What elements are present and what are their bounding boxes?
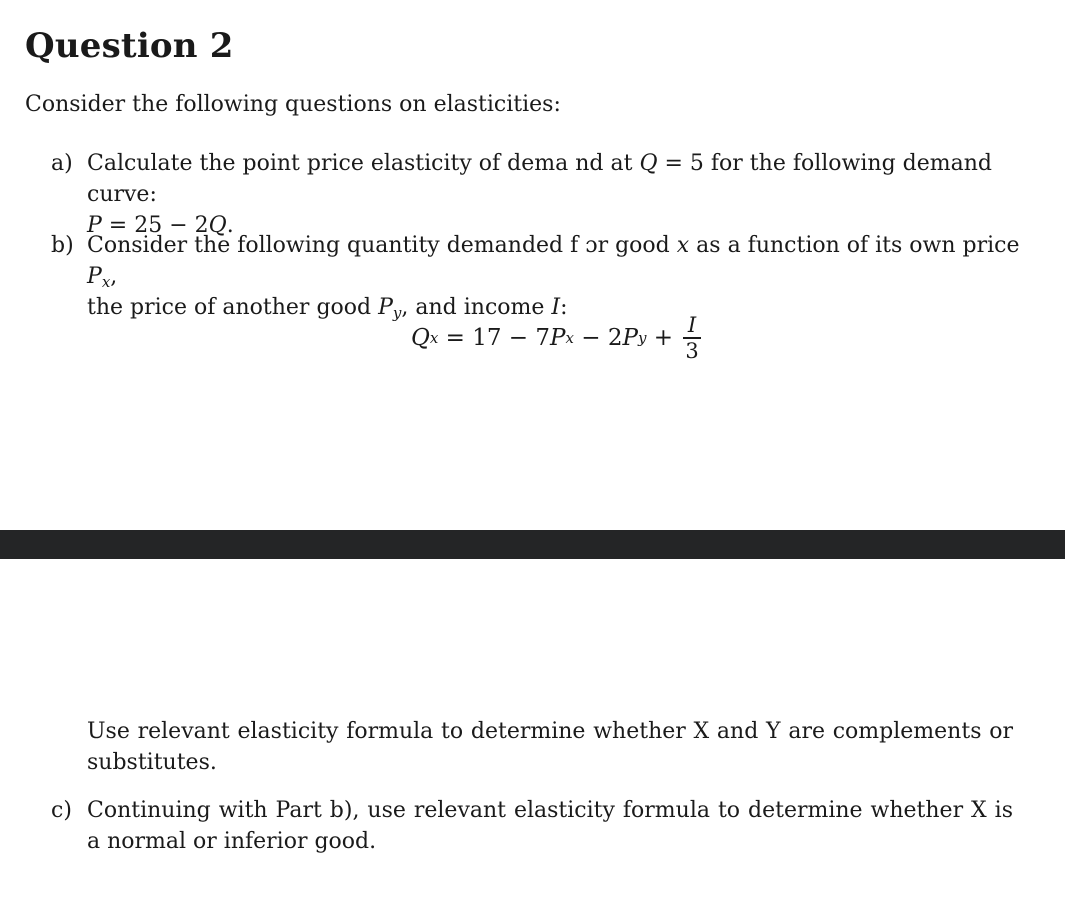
part-a-text: Calculate the point price elasticity of dema nd at Q = 5 for the following demand curve: P = 25 − 2Q. (87, 151, 992, 238)
part-b-text: Consider the following quantity demanded f ɔr good x as a function of its own price $P_x$, the price of another good $P_y$, and income I: (87, 233, 1020, 322)
part-b-marker: b) (51, 233, 74, 258)
part-b (51, 230, 1026, 323)
demand-equation: Q x = 17 − 7 P x − 2 P y + $\frac{I}{3}$ (411, 313, 701, 363)
part-a-marker: a) (51, 151, 73, 176)
part-a (51, 148, 1026, 241)
part-b-followup-text: Use relevant elasticity formula to determine whether X and Y are complements or substitutes. (87, 719, 1013, 775)
dark-divider-band (0, 530, 1065, 559)
question-heading: Question 2 (25, 26, 234, 66)
part-c-text: Continuing with Part b), use relevant elasticity formula to determine whether X is a normal or inferior good. (87, 798, 1013, 854)
part-c-marker: c) (51, 798, 72, 823)
income-fraction: $\frac{I}{3}$ (683, 313, 701, 363)
part-c (51, 795, 1026, 857)
intro-text: Consider the following questions on elasticities: (25, 92, 561, 117)
